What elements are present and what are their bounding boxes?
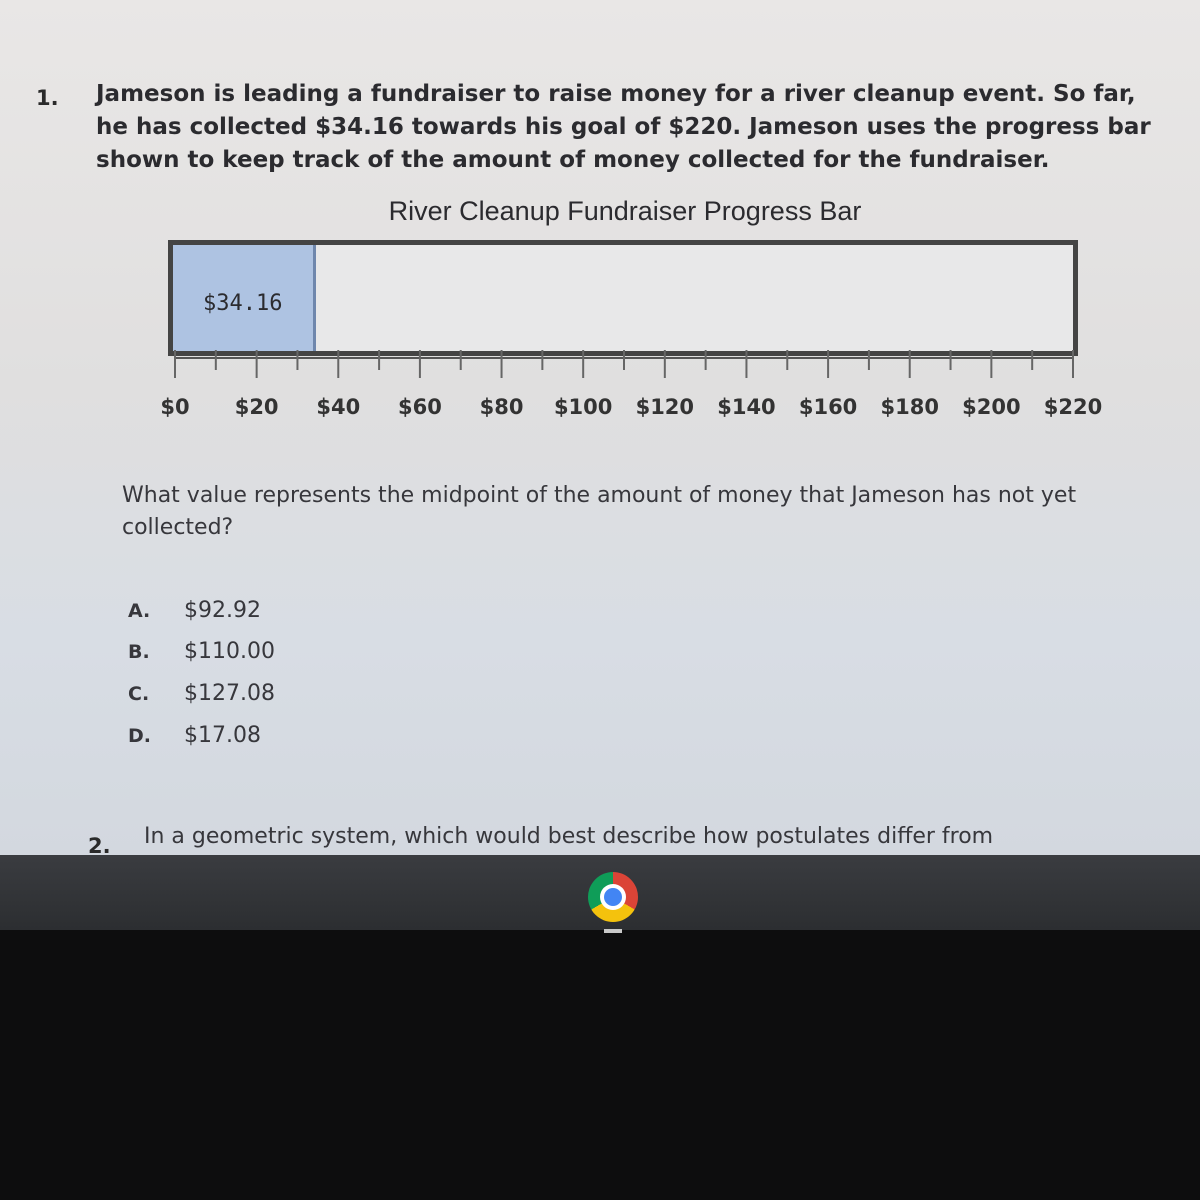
chrome-active-indicator	[604, 929, 622, 933]
tick-label: $160	[798, 395, 858, 419]
choice-d[interactable]	[128, 723, 261, 748]
chrome-icon-center	[604, 888, 622, 906]
progress-bar-fill-label: $34.16	[203, 291, 283, 316]
choice-a-letter: A.	[128, 600, 151, 622]
chrome-icon-ring	[600, 884, 626, 910]
question-2-number: 2.	[88, 834, 111, 855]
question-1-prompt: What value represents the midpoint of the amount of money that Jameson has not yet collected?	[122, 483, 1077, 540]
tick-label: $220	[1043, 395, 1103, 419]
tick-label: $200	[962, 395, 1021, 419]
question-2-text: In a geometric system, which would best describe how postulates differ from	[144, 824, 994, 849]
question-1-text: Jameson is leading a fundraiser to raise money for a river cleanup event. So far, he has collected $34.16 towards his goal of $220. Jameson uses the progress bar shown to keep track of the amount of money collected for the fundraiser.	[96, 81, 1151, 173]
chrome-icon[interactable]	[588, 872, 638, 922]
tick-label: $80	[479, 395, 524, 419]
choice-b[interactable]	[128, 639, 275, 664]
choice-a[interactable]	[128, 598, 261, 623]
choice-c[interactable]	[128, 681, 275, 706]
tick-label: $140	[717, 395, 776, 419]
progress-bar-title: River Cleanup Fundraiser Progress Bar	[388, 196, 862, 226]
choice-b-value: $110.00	[184, 639, 275, 664]
tick-label: $20	[234, 395, 279, 419]
choice-a-value: $92.92	[184, 598, 261, 623]
tick-label: $100	[553, 395, 613, 419]
choice-d-letter: D.	[128, 725, 151, 747]
question-1-number: 1.	[36, 86, 59, 110]
choice-c-value: $127.08	[184, 681, 275, 706]
tick-label: $60	[397, 395, 442, 419]
tick-label: $0	[160, 395, 190, 419]
progress-bar	[168, 240, 1078, 356]
choice-c-letter: C.	[128, 683, 150, 705]
tick-label: $40	[316, 395, 361, 419]
tick-label: $120	[635, 395, 695, 419]
choice-b-letter: B.	[128, 641, 150, 663]
choice-d-value: $17.08	[184, 723, 261, 748]
tick-label: $180	[880, 395, 939, 419]
